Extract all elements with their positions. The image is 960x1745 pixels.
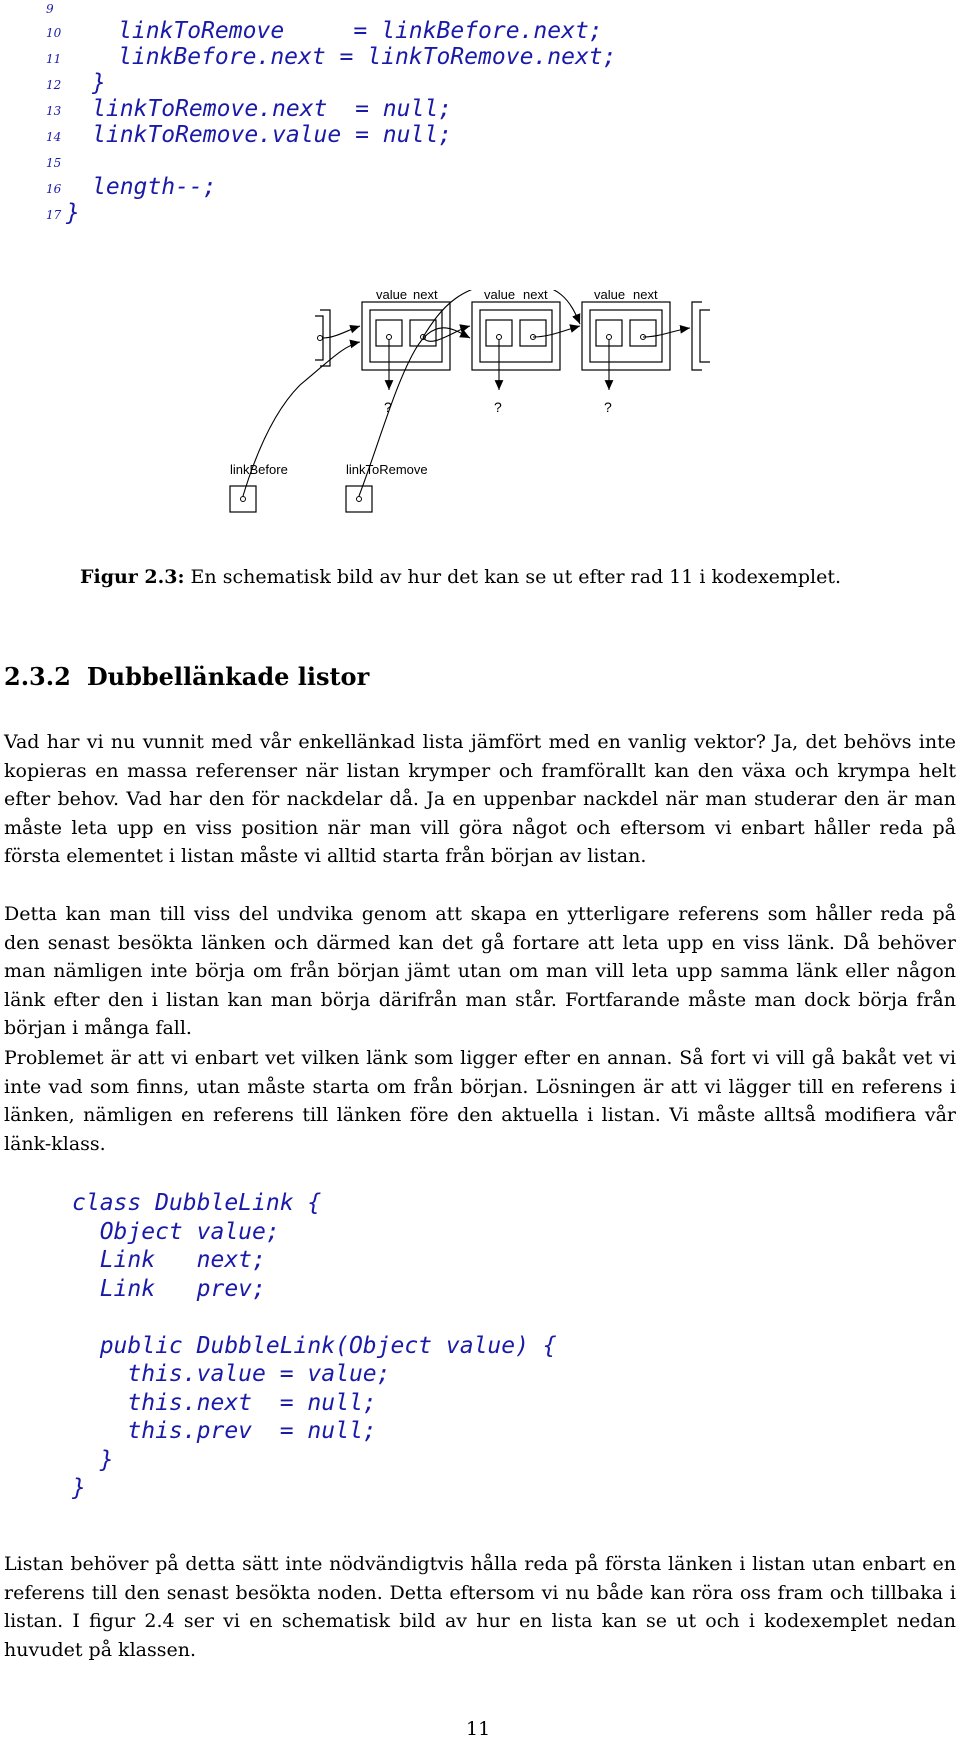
code-line xyxy=(0,200,960,228)
node-label-next: next xyxy=(633,290,658,302)
paragraph: Vad har vi nu vunnit med vår enkellänkad lista jämfört med en vanlig vektor? Ja, det behövs inte kopieras en massa referenser när listan krymper och framförallt kan den växa och krympa helt efter behov. Vad har den för nackdelar då. Ja en uppenbar nackdel när man studerar den är man måste leta upp en viss position när man vill göra något och eftersom vi enbart håller reda på första elementet i listan måste vi alltid starta från början av listan. xyxy=(4,731,956,868)
null-value-mark: ? xyxy=(494,399,502,415)
code-text: this.next = null; xyxy=(72,1389,377,1416)
code-text: linkToRemove.next = null; xyxy=(92,96,453,122)
code-line xyxy=(0,174,960,202)
pointer-label-linktoremove: linkToRemove xyxy=(346,462,428,477)
code-text: } xyxy=(72,1475,86,1501)
section-heading xyxy=(4,662,369,691)
node-label-value: value xyxy=(594,290,626,302)
line-number: 16 xyxy=(46,182,62,196)
code-text: } xyxy=(66,200,80,226)
code-text: this.value = value; xyxy=(72,1361,391,1387)
code-line xyxy=(0,96,960,124)
code-line xyxy=(0,70,960,98)
list-node xyxy=(362,302,450,370)
code-text: public DubbleLink(Object value) { xyxy=(72,1332,557,1359)
code-line xyxy=(0,148,960,176)
paragraph: Listan behöver på detta sätt inte nödvändigtvis hålla reda på första länken i listan utan enbart en referens till den senast besökta noden. Detta eftersom vi nu både kan röra oss fram och tillbaka i listan. I figur 2.4 ser vi en schematisk bild av hur en lista kan se ut och i kodexemplet nedan huvudet på klassen. xyxy=(4,1553,956,1661)
node-label-value: value xyxy=(376,290,408,302)
figure-caption xyxy=(80,566,940,588)
node-label-value: value xyxy=(484,290,516,302)
code-text: Object value; xyxy=(72,1218,280,1245)
code-text: class DubbleLink { xyxy=(72,1190,322,1216)
code-line xyxy=(0,122,960,150)
code-line xyxy=(0,44,960,72)
line-number: 15 xyxy=(46,156,62,170)
code-text: } xyxy=(92,70,106,96)
null-value-mark: ? xyxy=(384,399,392,415)
section-title: Dubbellänkade listor xyxy=(86,662,370,691)
null-value-mark: ? xyxy=(604,399,612,415)
code-text: Link prev; xyxy=(72,1275,266,1302)
line-number: 14 xyxy=(46,130,62,144)
code-line xyxy=(0,18,960,46)
section-number: 2.3.2 xyxy=(4,662,71,691)
code-text: length--; xyxy=(92,174,217,200)
list-node xyxy=(472,302,560,370)
line-number: 17 xyxy=(46,208,62,222)
code-text: linkToRemove.value = null; xyxy=(92,122,453,148)
node-label-next: next xyxy=(523,290,548,302)
diagram-svg xyxy=(220,290,740,520)
line-number: 12 xyxy=(46,78,62,92)
linked-list-diagram xyxy=(220,290,740,520)
paragraph: Detta kan man till viss del undvika genom att skapa en ytterligare referens som håller reda på den senast besökta länken och därmed kan det gå fortare att leta upp en viss länk. Då behöver man nämligen inte börja om från början jämt utan om man vill leta upp samma länk eller någon länk efter den i listan kan man börja därifrån man står. Fortfarande måste man dock börja från början i många fall. xyxy=(4,903,956,1040)
code-text: } xyxy=(72,1446,114,1473)
caption-text: En schematisk bild av hur det kan se ut efter rad 11 i kodexemplet. xyxy=(190,566,841,588)
line-number: 9 xyxy=(46,2,54,16)
code-text: Link next; xyxy=(72,1247,266,1273)
code-text: linkToRemove = linkBefore.next; xyxy=(118,18,603,44)
line-number: 10 xyxy=(46,26,62,40)
node-label-next: next xyxy=(413,290,438,302)
paragraph: Problemet är att vi enbart vet vilken länk som ligger efter en annan. Så fort vi vill gå bakåt vet vi inte vad som finns, utan måste starta om från början. Lösningen är att vi lägger till en referens i länken, nämligen en referens till länken före den aktuella i listan. Vi måste alltså modifiera vår länk-klass. xyxy=(4,1047,956,1155)
pointer-label-linkbefore: linkBefore xyxy=(230,462,288,477)
code-text: this.prev = null; xyxy=(72,1418,377,1444)
caption-label: Figur 2.3: xyxy=(80,566,185,588)
line-number: 11 xyxy=(46,52,62,66)
line-number: 13 xyxy=(46,104,62,118)
page-number: 11 xyxy=(466,1718,491,1740)
code-text: linkBefore.next = linkToRemove.next; xyxy=(118,44,617,70)
